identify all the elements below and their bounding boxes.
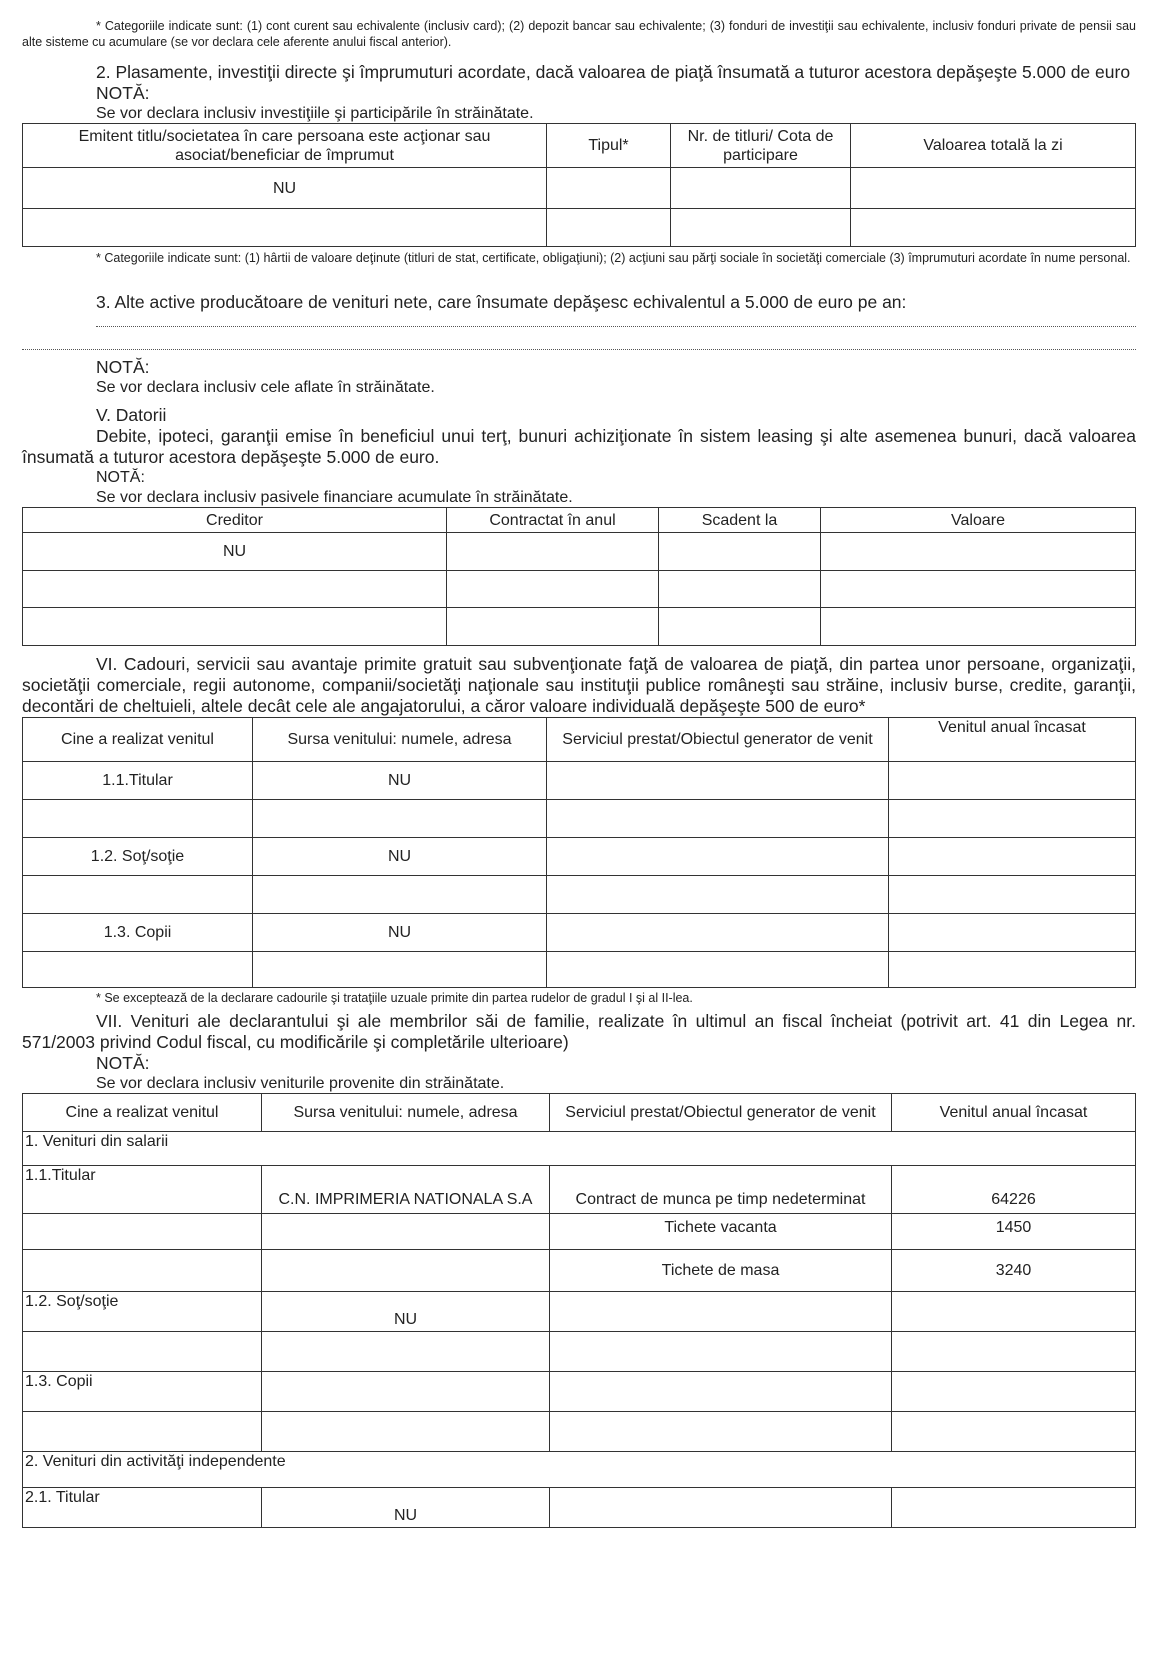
table-cell — [253, 876, 547, 914]
table-cell — [23, 571, 447, 608]
nota-text: Se vor declara inclusiv cele aflate în străinătate. — [96, 379, 435, 396]
table-cell: 3240 — [892, 1250, 1136, 1292]
table-cell — [671, 168, 851, 208]
table-cell — [851, 168, 1136, 208]
table-row — [23, 1166, 1136, 1214]
section-row — [23, 1132, 1136, 1166]
header-cell: Valoare — [821, 508, 1136, 533]
table-cell — [262, 1332, 550, 1372]
table-cell — [23, 208, 547, 246]
table-cell — [23, 952, 253, 988]
table-row — [23, 1372, 1136, 1412]
table-row — [23, 208, 1136, 246]
table-cell — [889, 876, 1136, 914]
table-cell — [659, 533, 821, 571]
nota-label: NOTĂ: — [96, 469, 145, 486]
table-row — [23, 1214, 1136, 1250]
nota-label: NOTĂ: — [96, 1053, 150, 1073]
gifts-table — [22, 717, 1136, 988]
dotted-line — [96, 325, 1136, 327]
table-cell — [659, 571, 821, 608]
table-cell — [671, 208, 851, 246]
table-header-row — [23, 718, 1136, 762]
table-header-row — [23, 1094, 1136, 1132]
footnote-categories-2 — [22, 250, 1136, 284]
header-cell: Valoarea totală la zi — [851, 124, 1136, 168]
table-cell: NU — [23, 533, 447, 571]
table-cell — [889, 762, 1136, 800]
table-cell: 1.1.Titular — [23, 1166, 262, 1214]
footnote-categories-1 — [22, 18, 1136, 58]
table-cell — [23, 608, 447, 646]
section-2-heading — [22, 62, 1136, 83]
footnote-text: * Categoriile indicate sunt: (1) hârtii de valoare deţinute (titluri de stat, certificate, obligaţiuni); (2) acţiuni sau părţi sociale în societăţi comerciale (3) împrumuturi acordate în nume personal. — [96, 251, 1131, 265]
table-cell: 64226 — [892, 1166, 1136, 1214]
header-cell: Emitent titlu/societatea în care persoana este acţionar sau asociat/beneficiar de împrumut — [23, 124, 547, 168]
table-cell: 1.3. Copii — [23, 1372, 262, 1412]
table-cell — [23, 1214, 262, 1250]
section-2-text: 2. Plasamente, investiţii directe şi împrumuturi acordate, dacă valoarea de piaţă însumată a tuturor acestora depăşeşte 5.000 de euro — [96, 62, 1131, 82]
header-cell: Venitul anual încasat — [892, 1094, 1136, 1132]
table-cell — [892, 1292, 1136, 1332]
header-cell: Serviciul prestat/Obiectul generator de venit — [547, 718, 889, 762]
section-6-text: VI. Cadouri, servicii sau avantaje primite gratuit sau subvenţionate faţă de valoarea de piaţă, din partea unor persoane, organizaţii, societăţii comerciale, regii autonome, companii/societăţi naţionale sau instituţii publice româneşti sau străine, inclusiv burse, credite, garanţii, decontări de cheltuieli, altele decât cele ale angajatorului, a căror valoare individuală depăşeşte 500 de euro* — [22, 654, 1136, 716]
table-cell — [821, 571, 1136, 608]
section-7-text: VII. Venituri ale declarantului şi ale membrilor săi de familie, realizate în ultimul an fiscal încheiat (potrivit art. 41 din Legea nr. 571/2003 privind Codul fiscal, cu modificările şi completările ulterioare) — [22, 1011, 1136, 1052]
table-cell — [892, 1412, 1136, 1452]
table-row — [23, 1332, 1136, 1372]
table-cell — [547, 208, 671, 246]
table-cell: Tichete de masa — [550, 1250, 892, 1292]
section-6-heading — [22, 654, 1136, 717]
header-cell: Cine a realizat venitul — [23, 1094, 262, 1132]
nota-label: NOTĂ: — [96, 83, 150, 103]
table-cell — [550, 1488, 892, 1528]
table-row — [23, 914, 1136, 952]
header-cell: Venitul anual încasat — [889, 718, 1136, 762]
debts-table — [22, 507, 1136, 646]
table-cell — [262, 1214, 550, 1250]
table-cell — [659, 608, 821, 646]
table-cell — [23, 876, 253, 914]
table-cell: C.N. IMPRIMERIA NATIONALA S.A — [262, 1166, 550, 1214]
investments-table — [22, 123, 1136, 247]
table-header-row — [23, 124, 1136, 168]
header-cell: Cine a realizat venitul — [23, 718, 253, 762]
table-cell — [547, 168, 671, 208]
header-cell: Creditor — [23, 508, 447, 533]
table-cell — [447, 571, 659, 608]
table-row — [23, 1488, 1136, 1528]
table-cell: NU — [262, 1488, 550, 1528]
table-cell — [547, 952, 889, 988]
table-cell — [889, 838, 1136, 876]
table-cell — [447, 533, 659, 571]
section-label: 2. Venituri din activităţi independente — [23, 1452, 1136, 1488]
table-cell — [821, 608, 1136, 646]
income-table — [22, 1093, 1136, 1528]
table-row — [23, 168, 1136, 208]
table-cell — [889, 914, 1136, 952]
table-cell: NU — [253, 838, 547, 876]
table-cell — [821, 533, 1136, 571]
table-cell: NU — [253, 914, 547, 952]
section-3-heading — [22, 292, 1136, 313]
table-cell — [262, 1250, 550, 1292]
table-row — [23, 800, 1136, 838]
nota-text: Se vor declara inclusiv pasivele financiare acumulate în străinătate. — [96, 489, 573, 506]
table-cell — [550, 1292, 892, 1332]
table-row — [23, 952, 1136, 988]
section-label: 1. Venituri din salarii — [23, 1132, 1136, 1166]
table-cell — [550, 1372, 892, 1412]
table-cell — [23, 1332, 262, 1372]
table-cell: NU — [253, 762, 547, 800]
table-row — [23, 762, 1136, 800]
table-cell — [253, 952, 547, 988]
table-row — [23, 1292, 1136, 1332]
header-cell: Serviciul prestat/Obiectul generator de venit — [550, 1094, 892, 1132]
table-cell — [550, 1332, 892, 1372]
header-cell: Sursa venitului: numele, adresa — [253, 718, 547, 762]
table-cell — [892, 1372, 1136, 1412]
table-cell: NU — [262, 1292, 550, 1332]
table-row — [23, 1412, 1136, 1452]
table-cell — [889, 952, 1136, 988]
footnote-text: * Categoriile indicate sunt: (1) cont curent sau echivalente (inclusiv card); (2) depozit bancar sau echivalente; (3) fonduri de investiţii sau echivalente, inclusiv fonduri private de pensii sau alte sisteme cu acumulare (se vor declara cele aferente anului fiscal anterior). — [22, 19, 1136, 49]
table-cell: 1450 — [892, 1214, 1136, 1250]
section-3-text: 3. Alte active producătoare de venituri nete, care însumate depăşesc echivalentul a 5.000 de euro pe an: — [96, 292, 907, 312]
table-cell — [547, 914, 889, 952]
table-cell — [253, 800, 547, 838]
section-5-title: V. Datorii — [96, 405, 167, 425]
table-row — [23, 1250, 1136, 1292]
table-header-row — [23, 508, 1136, 533]
table-cell — [547, 762, 889, 800]
table-cell — [851, 208, 1136, 246]
footnote-text: * Se exceptează de la declarare cadourile şi trataţiile uzuale primite din partea rudelor de gradul I şi al II-lea. — [96, 991, 693, 1005]
table-row — [23, 571, 1136, 608]
table-cell: 2.1. Titular — [23, 1488, 262, 1528]
section-5-text: Debite, ipoteci, garanţii emise în beneficiul unui terţ, bunuri achiziţionate în sistem leasing şi alte asemenea bunuri, dacă valoarea însumată a tuturor acestora depăşeşte 5.000 de euro. — [22, 426, 1136, 467]
section-5-heading — [22, 426, 1136, 468]
table-cell: 1.2. Soţ/soţie — [23, 838, 253, 876]
table-row — [23, 608, 1136, 646]
table-cell: 1.1.Titular — [23, 762, 253, 800]
table-cell — [547, 876, 889, 914]
table-cell: 1.3. Copii — [23, 914, 253, 952]
table-cell — [547, 838, 889, 876]
table-row — [23, 876, 1136, 914]
declaration-page — [22, 18, 1136, 1528]
table-cell — [262, 1372, 550, 1412]
table-cell — [262, 1412, 550, 1452]
table-cell: NU — [23, 168, 547, 208]
table-cell — [889, 800, 1136, 838]
table-row — [23, 533, 1136, 571]
header-cell: Scadent la — [659, 508, 821, 533]
table-cell — [23, 1412, 262, 1452]
table-cell — [447, 608, 659, 646]
footnote-gifts — [22, 990, 1136, 1007]
table-cell — [892, 1332, 1136, 1372]
table-cell — [23, 800, 253, 838]
header-cell: Contractat în anul — [447, 508, 659, 533]
table-row — [23, 838, 1136, 876]
header-cell: Tipul* — [547, 124, 671, 168]
table-cell — [23, 1250, 262, 1292]
table-cell — [547, 800, 889, 838]
section-row — [23, 1452, 1136, 1488]
table-cell: Contract de munca pe timp nedeterminat — [550, 1166, 892, 1214]
table-cell — [892, 1488, 1136, 1528]
dotted-line — [22, 348, 1136, 350]
header-cell: Nr. de titluri/ Cota de participare — [671, 124, 851, 168]
table-cell: Tichete vacanta — [550, 1214, 892, 1250]
header-cell: Sursa venitului: numele, adresa — [262, 1094, 550, 1132]
table-cell — [550, 1412, 892, 1452]
nota-text: Se vor declara inclusiv veniturile provenite din străinătate. — [96, 1075, 505, 1092]
nota-label: NOTĂ: — [96, 357, 150, 377]
section-7-heading — [22, 1011, 1136, 1053]
nota-text: Se vor declara inclusiv investiţiile şi participările în străinătate. — [96, 105, 534, 122]
table-cell: 1.2. Soţ/soţie — [23, 1292, 262, 1332]
